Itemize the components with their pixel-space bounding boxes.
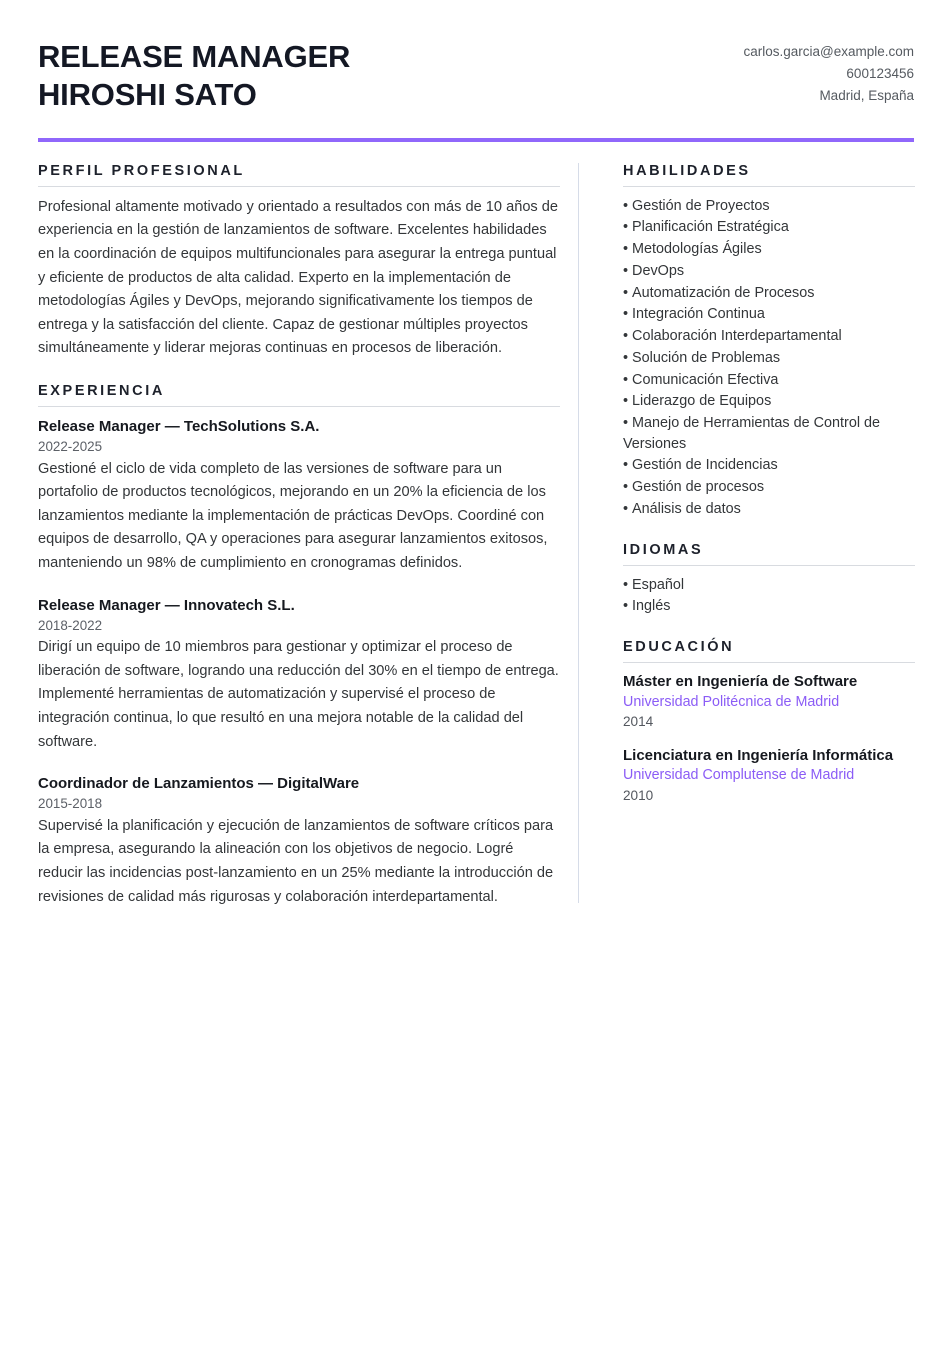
education-school: Universidad Politécnica de Madrid	[623, 693, 840, 710]
skills-list	[623, 196, 915, 520]
section-skills	[623, 163, 915, 520]
skill-label: Planificación Estratégica	[632, 219, 789, 236]
skill-label: Automatización de Procesos	[632, 284, 815, 301]
education-year: 2014	[623, 714, 654, 730]
list-item	[623, 391, 915, 412]
resume-body	[38, 163, 914, 910]
list-item	[623, 217, 915, 238]
experience-description: Supervisé la planificación y ejecución de lanzamientos de software críticos para la empresa, asegurando la alineación con los objetivos de negocio. Logré reducir las incidencias post-lanzamiento en un 25% mediante la introducción de revisiones de calidad más rigurosas y colaboración interdepartamental.	[38, 817, 554, 905]
bullet-icon: •	[623, 241, 629, 258]
skill-label: DevOps	[632, 262, 685, 279]
section-languages	[623, 542, 915, 617]
education-school: Universidad Complutense de Madrid	[623, 767, 855, 784]
list-item	[623, 283, 915, 304]
skill-label: Metodologías Ágiles	[632, 241, 762, 258]
accent-divider	[38, 138, 914, 142]
experience-item	[38, 773, 560, 909]
profile-text: Profesional altamente motivado y orientado a resultados con más de 10 años de experiencia en la gestión de lanzamientos de software. Excelentes habilidades en la coordinación de equipos multifuncionales para asegurar la entrega puntual y eficiente de productos de alta calidad. Experto en la implementación de metodologías Ágiles y DevOps, mejorando significativamente los tiempos de entrega y la satisfacción del cliente. Capaz de gestionar múltiples proyectos simultáneamente y liderar mejoras continuas en procesos de liberación.	[38, 198, 559, 357]
main-column	[38, 163, 578, 910]
title-job-line: RELEASE MANAGER	[38, 39, 351, 74]
experience-description: Gestioné el ciclo de vida completo de las versiones de software para un portafolio de productos tecnológicos, mejorando en un 20% la eficiencia de los lanzamientos mediante la implementación de prácticas DevOps. Coordiné con equipos de desarrollo, QA y operaciones para asegurar lanzamientos exitosos, manteniendo un 98% de cumplimiento en cronogramas definidos.	[38, 460, 548, 572]
list-item	[623, 304, 915, 325]
language-label: Inglés	[632, 598, 671, 615]
section-rule-skills	[623, 186, 915, 187]
section-profile	[38, 163, 560, 361]
skill-label: Gestión de procesos	[632, 479, 765, 496]
contact-phone[interactable]: 600123456	[846, 66, 914, 81]
section-heading-experience: EXPERIENCIA	[38, 383, 165, 400]
bullet-icon: •	[623, 306, 629, 323]
section-heading-profile: PERFIL PROFESIONAL	[38, 162, 245, 179]
list-item	[623, 239, 915, 260]
section-heading-education: EDUCACIÓN	[623, 639, 735, 656]
education-degree: Licenciatura en Ingeniería Informática	[623, 746, 894, 764]
education-year: 2010	[623, 787, 654, 803]
bullet-icon: •	[623, 349, 629, 366]
section-heading-languages: IDIOMAS	[623, 541, 704, 558]
bullet-icon: •	[623, 457, 629, 474]
page-title	[38, 38, 350, 114]
experience-dates: 2015-2018	[38, 796, 103, 812]
skill-label: Gestión de Incidencias	[632, 457, 778, 474]
languages-list	[623, 575, 915, 617]
bullet-icon: •	[623, 576, 629, 593]
skill-label: Solución de Problemas	[632, 349, 781, 366]
bullet-icon: •	[623, 479, 629, 496]
bullet-icon: •	[623, 500, 629, 517]
bullet-icon: •	[623, 219, 629, 236]
bullet-icon: •	[623, 414, 629, 431]
list-item	[623, 596, 915, 617]
section-experience	[38, 383, 560, 909]
list-item	[623, 196, 915, 217]
list-item	[623, 348, 915, 369]
education-item	[623, 672, 915, 731]
title-person-name: HIROSHI SATO	[38, 76, 257, 112]
contact-block	[743, 36, 914, 107]
list-item	[623, 499, 915, 520]
section-rule-languages	[623, 565, 915, 566]
list-item	[623, 455, 915, 476]
bullet-icon: •	[623, 284, 629, 301]
experience-dates: 2022-2025	[38, 439, 103, 455]
experience-role: Coordinador de Lanzamientos — DigitalWare	[38, 775, 360, 793]
skill-label: Integración Continua	[632, 306, 765, 323]
list-item	[623, 477, 915, 498]
bullet-icon: •	[623, 393, 629, 410]
section-education	[623, 639, 915, 805]
contact-email[interactable]: carlos.garcia@example.com	[743, 44, 914, 59]
list-item	[623, 575, 915, 596]
language-label: Español	[632, 576, 685, 593]
experience-item	[38, 595, 560, 755]
experience-dates: 2018-2022	[38, 617, 103, 633]
bullet-icon: •	[623, 262, 629, 279]
experience-role: Release Manager — Innovatech S.L.	[38, 596, 295, 614]
bullet-icon: •	[623, 598, 629, 615]
section-rule-profile	[38, 186, 560, 187]
skill-label: Manejo de Herramientas de Control de Versiones	[623, 414, 881, 452]
contact-location: Madrid, España	[819, 88, 914, 103]
skill-label: Gestión de Proyectos	[632, 197, 770, 214]
header-name-block	[38, 36, 350, 114]
education-degree: Máster en Ingeniería de Software	[623, 673, 858, 691]
bullet-icon: •	[623, 371, 629, 388]
sidebar-column	[623, 163, 915, 910]
list-item	[623, 326, 915, 347]
list-item	[623, 261, 915, 282]
section-rule-education	[623, 662, 915, 663]
skill-label: Colaboración Interdepartamental	[632, 328, 842, 345]
resume-header	[38, 36, 914, 114]
skill-label: Comunicación Efectiva	[632, 371, 779, 388]
list-item	[623, 413, 915, 454]
list-item	[623, 370, 915, 391]
experience-description: Dirigí un equipo de 10 miembros para gestionar y optimizar el proceso de liberación de software, logrando una reducción del 30% en el tiempo de entrega. Implementé herramientas de automatización y supervisé el proceso de integración continua, lo que resultó en una mejora notable de la calidad del software.	[38, 639, 559, 750]
skill-label: Liderazgo de Equipos	[632, 393, 772, 410]
experience-role: Release Manager — TechSolutions S.A.	[38, 418, 320, 436]
experience-item	[38, 416, 560, 576]
section-rule-experience	[38, 406, 560, 407]
bullet-icon: •	[623, 328, 629, 345]
column-divider	[578, 163, 579, 903]
section-heading-skills: HABILIDADES	[623, 162, 751, 179]
bullet-icon: •	[623, 197, 629, 214]
education-item	[623, 746, 915, 805]
skill-label: Análisis de datos	[632, 500, 741, 517]
